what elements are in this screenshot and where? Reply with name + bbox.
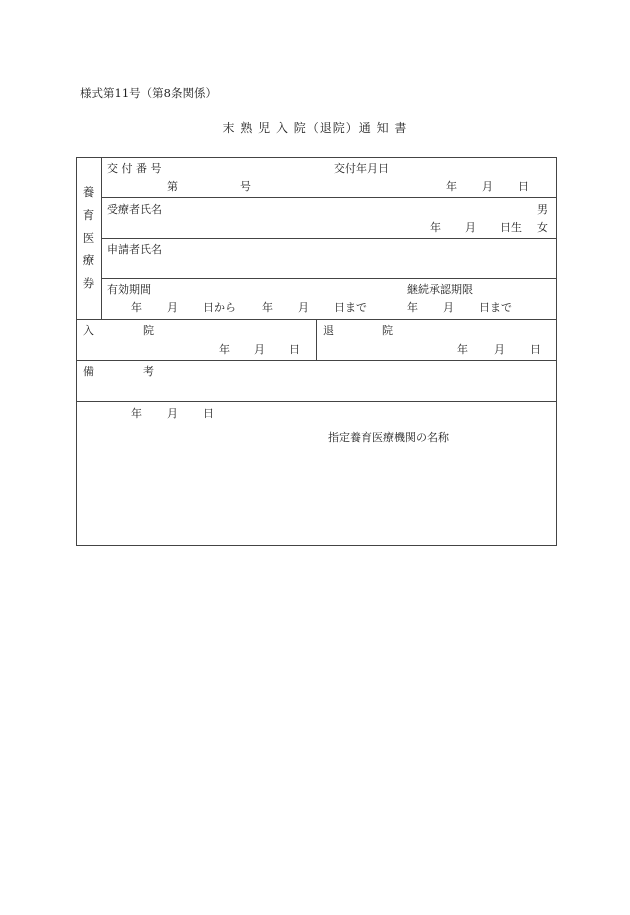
rule-admission-split xyxy=(316,319,317,360)
applicant-name-label: 申請者氏名 xyxy=(107,243,162,256)
validity-from-month: 月 xyxy=(167,301,178,314)
discharge-month: 月 xyxy=(494,343,505,356)
discharge-label-2: 院 xyxy=(382,324,393,337)
rule-remarks xyxy=(76,401,557,402)
rule-side xyxy=(101,157,102,319)
institution-name-label: 指定養育医療機関の名称 xyxy=(328,431,449,444)
issue-year: 年 xyxy=(446,180,457,193)
card-label xyxy=(76,157,101,319)
admission-month: 月 xyxy=(254,343,265,356)
validity-period-label: 有効期間 xyxy=(107,283,151,296)
card-label-char: 療 xyxy=(82,253,95,268)
rule-applicant xyxy=(101,278,557,279)
validity-from: 日から xyxy=(203,301,236,314)
remarks-label-2: 考 xyxy=(143,365,154,378)
footer-month: 月 xyxy=(167,407,178,420)
admission-day: 日 xyxy=(289,343,300,356)
renewal-until: 日まで xyxy=(479,301,512,314)
card-label-char: 医 xyxy=(82,230,95,245)
footer-year: 年 xyxy=(131,407,142,420)
patient-female: 女 xyxy=(537,221,548,234)
renewal-deadline-label: 継続承認期限 xyxy=(407,283,473,296)
validity-until: 日まで xyxy=(334,301,367,314)
form-number: 様式第11号（第8条関係） xyxy=(80,86,217,100)
issue-date-label: 交付年月日 xyxy=(334,162,389,175)
issue-month: 月 xyxy=(482,180,493,193)
validity-to-month: 月 xyxy=(298,301,309,314)
patient-name-label: 受療者氏名 xyxy=(107,203,162,216)
patient-male: 男 xyxy=(537,203,548,216)
document-title: 末 熟 児 入 院（退院）通 知 書 xyxy=(222,121,408,135)
rule-patient xyxy=(101,238,557,239)
rule-issue xyxy=(101,197,557,198)
issue-go: 号 xyxy=(240,180,251,193)
discharge-year: 年 xyxy=(457,343,468,356)
patient-born: 日生 xyxy=(500,221,522,234)
discharge-day: 日 xyxy=(530,343,541,356)
remarks-label: 備 xyxy=(83,365,94,378)
validity-to-year: 年 xyxy=(262,301,273,314)
issue-number-label: 交 付 番 号 xyxy=(107,162,162,175)
validity-from-year: 年 xyxy=(131,301,142,314)
issue-day: 日 xyxy=(518,180,529,193)
admission-label-2: 院 xyxy=(143,324,154,337)
renewal-month: 月 xyxy=(443,301,454,314)
card-label-char: 養 xyxy=(82,185,95,200)
patient-birth-year: 年 xyxy=(430,221,441,234)
footer-day: 日 xyxy=(203,407,214,420)
discharge-label: 退 xyxy=(323,324,334,337)
admission-label: 入 xyxy=(83,324,94,337)
rule-admission xyxy=(76,360,557,361)
issue-dai: 第 xyxy=(167,180,178,193)
card-label-char: 券 xyxy=(82,275,95,290)
card-label-char: 育 xyxy=(82,208,95,223)
admission-year: 年 xyxy=(219,343,230,356)
renewal-year: 年 xyxy=(407,301,418,314)
patient-birth-month: 月 xyxy=(465,221,476,234)
